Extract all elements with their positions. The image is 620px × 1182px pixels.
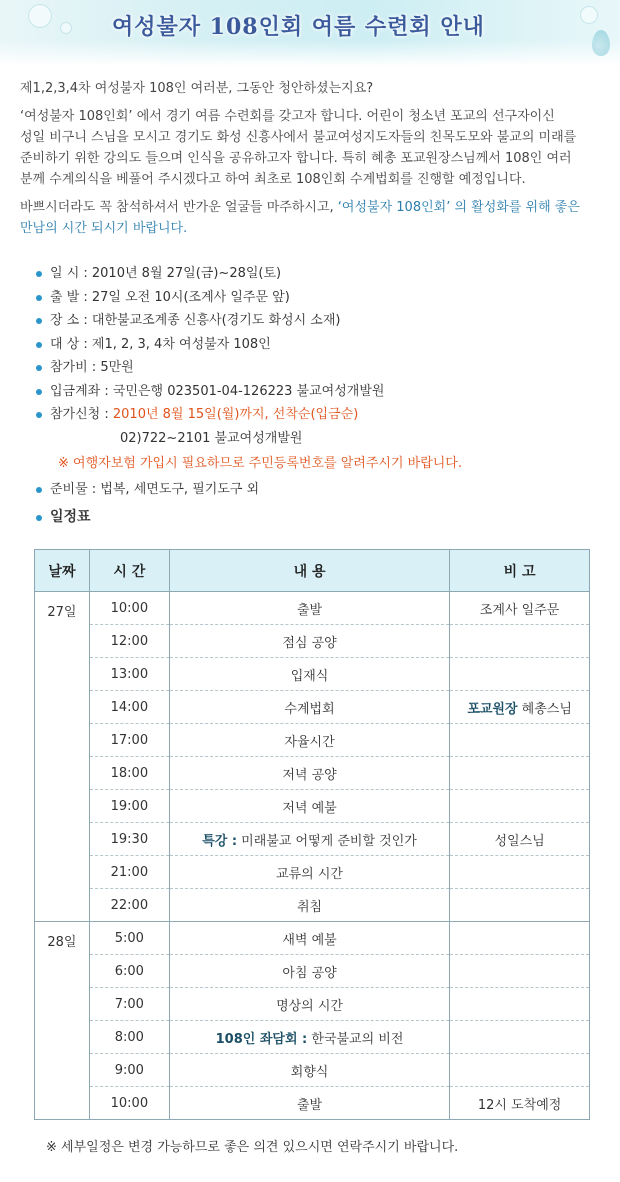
content-bold: 108인 좌담회 : xyxy=(215,1031,308,1047)
banner-wave-decoration xyxy=(0,40,620,66)
bullet-icon xyxy=(36,271,42,277)
info-text: 입금계좌 : 국민은행 023501-04-126223 불교여성개발원 xyxy=(50,383,385,399)
intro-paragraph xyxy=(20,106,605,190)
bullet-icon xyxy=(36,412,42,418)
note-cell xyxy=(450,790,590,823)
table-row xyxy=(35,1087,590,1120)
bullet-icon xyxy=(36,365,42,371)
schedule-heading xyxy=(36,506,606,530)
table-row xyxy=(35,790,590,823)
content-text: 점심 공양 xyxy=(282,635,337,651)
header-time: 시 간 xyxy=(89,550,169,592)
info-date xyxy=(36,262,606,286)
bullet-icon xyxy=(36,318,42,324)
intro-greeting: 제1,2,3,4차 여성불자 108인 여러분, 그동안 청안하셨는지요? xyxy=(20,81,374,96)
info-text: 장 소 : 대한불교조계종 신흥사(경기도 화성시 소재) xyxy=(50,313,341,328)
apply-deadline: 2010년 8월 15일(월)까지, 선착순(입금순) xyxy=(112,407,359,422)
info-text: 참가신청 : xyxy=(50,407,109,422)
table-row xyxy=(35,691,590,724)
table-row xyxy=(35,955,590,988)
info-prep xyxy=(36,478,606,502)
content-cell xyxy=(169,724,449,757)
date-cell: 28일 xyxy=(35,922,90,1120)
note-text: 성일스님 xyxy=(494,833,545,849)
table-row xyxy=(35,592,590,625)
intro-highlight: 만남의 시간 되시기 바랍니다. xyxy=(20,221,188,236)
table-row xyxy=(35,856,590,889)
content-cell xyxy=(169,889,449,922)
info-apply-phone xyxy=(36,427,606,451)
content-cell xyxy=(169,922,449,955)
insurance-note: ※ 여행자보험 가입시 필요하므로 주민등록번호를 알려주시기 바랍니다. xyxy=(58,456,463,471)
content-bold: 특강 : xyxy=(202,833,238,849)
page-title: 여성불자 108인회 여름 수련회 안내 xyxy=(112,14,485,40)
intro-line: 바쁘시더라도 꼭 참석하셔서 반가운 얼굴들 마주하시고, xyxy=(20,200,334,215)
bubble-decoration xyxy=(28,4,52,28)
info-departure xyxy=(36,286,606,310)
intro-highlight: ‘여성불자 108인회’ 의 활성화를 위해 좋은 xyxy=(337,200,580,215)
schedule-table xyxy=(34,549,590,1120)
table-row xyxy=(35,757,590,790)
info-place xyxy=(36,309,606,333)
note-text: 조계사 일주문 xyxy=(479,602,560,618)
table-row xyxy=(35,625,590,658)
content-cell xyxy=(169,691,449,724)
table-row xyxy=(35,889,590,922)
content-text: 입재식 xyxy=(290,668,329,684)
intro-line: 성일 비구니 스님을 모시고 경기도 화성 신흥사에서 불교여성지도자들의 친목도모와 불교의 미래를 xyxy=(20,130,577,145)
content-text: 저녁 공양 xyxy=(282,767,337,783)
time-cell: 14:00 xyxy=(89,691,169,724)
schedule-header-row xyxy=(35,550,590,592)
header-date: 날짜 xyxy=(35,550,90,592)
content-text: 저녁 예불 xyxy=(282,800,337,816)
time-cell: 22:00 xyxy=(89,889,169,922)
note-cell xyxy=(450,625,590,658)
bullet-icon xyxy=(36,342,42,348)
time-cell: 12:00 xyxy=(89,625,169,658)
info-apply xyxy=(36,403,606,427)
intro-line: 분께 수계의식을 베풀어 주시겠다고 하여 최초로 108인회 수계법회를 진행할 예정입니다. xyxy=(20,172,526,187)
time-cell: 10:00 xyxy=(89,1087,169,1120)
time-cell: 17:00 xyxy=(89,724,169,757)
intro-closing xyxy=(20,197,605,239)
water-drop-icon xyxy=(592,30,610,56)
table-row xyxy=(35,658,590,691)
bullet-icon xyxy=(36,295,42,301)
time-cell: 19:30 xyxy=(89,823,169,856)
note-text: 혜총스님 xyxy=(517,701,572,717)
time-cell: 10:00 xyxy=(89,592,169,625)
content-text: 출발 xyxy=(296,1097,323,1113)
time-cell: 21:00 xyxy=(89,856,169,889)
note-cell xyxy=(450,922,590,955)
note-cell xyxy=(450,1021,590,1054)
info-text: 대 상 : 제1, 2, 3, 4차 여성불자 108인 xyxy=(50,336,271,352)
bullet-icon xyxy=(36,389,42,395)
header-content: 내 용 xyxy=(169,550,449,592)
content-cell xyxy=(169,1087,449,1120)
content-cell xyxy=(169,592,449,625)
table-row xyxy=(35,922,590,955)
note-cell xyxy=(450,889,590,922)
intro-line: 준비하기 위한 강의도 들으며 인식을 공유하고자 합니다. 특히 혜총 포교원장스님께서 108인 여러 xyxy=(20,151,572,166)
content-cell xyxy=(169,1054,449,1087)
content-cell xyxy=(169,790,449,823)
content-text: 아침 공양 xyxy=(282,965,337,981)
note-cell xyxy=(450,856,590,889)
note-bold: 포교원장 xyxy=(467,701,518,717)
note-cell xyxy=(450,724,590,757)
content-text: 수계법회 xyxy=(284,701,335,717)
time-cell: 6:00 xyxy=(89,955,169,988)
time-cell: 8:00 xyxy=(89,1021,169,1054)
bubble-decoration xyxy=(60,22,72,34)
table-row xyxy=(35,988,590,1021)
info-target xyxy=(36,333,606,357)
date-cell: 27일 xyxy=(35,592,90,922)
content-text: 회향식 xyxy=(290,1064,329,1080)
content-cell xyxy=(169,823,449,856)
note-cell xyxy=(450,658,590,691)
intro-text xyxy=(20,78,605,246)
content-text: 미래불교 어떻게 준비할 것인가 xyxy=(237,833,417,849)
content-cell xyxy=(169,625,449,658)
info-fee xyxy=(36,356,606,380)
header-banner xyxy=(0,0,620,66)
schedule-title: 일정표 xyxy=(50,508,91,525)
content-cell xyxy=(169,856,449,889)
content-cell xyxy=(169,988,449,1021)
table-row xyxy=(35,823,590,856)
info-text: 출 발 : 27일 오전 10시(조계사 일주문 앞) xyxy=(50,289,290,305)
content-text: 자율시간 xyxy=(284,734,335,750)
table-row xyxy=(35,724,590,757)
content-text: 취침 xyxy=(296,899,323,915)
table-row xyxy=(35,1054,590,1087)
content-text: 교류의 시간 xyxy=(276,866,343,882)
info-text: 일 시 : 2010년 8월 27일(금)~28일(토) xyxy=(50,266,282,281)
time-cell: 9:00 xyxy=(89,1054,169,1087)
time-cell: 18:00 xyxy=(89,757,169,790)
content-text: 새벽 예불 xyxy=(282,932,337,948)
note-cell xyxy=(450,1087,590,1120)
content-cell xyxy=(169,658,449,691)
info-text: 02)722~2101 불교여성개발원 xyxy=(120,430,303,446)
content-text: 출발 xyxy=(296,602,323,618)
footer-note: ※ 세부일정은 변경 가능하므로 좋은 의견 있으시면 연락주시기 바랍니다. xyxy=(46,1140,459,1155)
info-account xyxy=(36,380,606,404)
bullet-icon xyxy=(36,515,42,521)
info-text: 참가비 : 5만원 xyxy=(50,360,134,375)
note-cell xyxy=(450,757,590,790)
header-note: 비 고 xyxy=(450,550,590,592)
bubble-decoration xyxy=(580,6,598,24)
intro-line: ‘여성불자 108인회’ 에서 경기 여름 수련회를 갖고자 합니다. 어린이 청소년 포교의 선구자이신 xyxy=(20,109,555,124)
table-row xyxy=(35,1021,590,1054)
time-cell: 7:00 xyxy=(89,988,169,1021)
time-cell: 19:00 xyxy=(89,790,169,823)
content-cell xyxy=(169,757,449,790)
time-cell: 5:00 xyxy=(89,922,169,955)
note-cell xyxy=(450,691,590,724)
event-info-list xyxy=(36,262,606,529)
content-cell xyxy=(169,955,449,988)
note-cell xyxy=(450,1054,590,1087)
content-text: 한국불교의 비전 xyxy=(307,1031,404,1047)
note-text: 12시 도착예정 xyxy=(477,1097,562,1113)
info-text: 준비물 : 법복, 세면도구, 필기도구 외 xyxy=(50,482,260,497)
note-cell xyxy=(450,988,590,1021)
time-cell: 13:00 xyxy=(89,658,169,691)
note-cell xyxy=(450,823,590,856)
content-cell xyxy=(169,1021,449,1054)
bullet-icon xyxy=(36,487,42,493)
note-cell xyxy=(450,592,590,625)
note-cell xyxy=(450,955,590,988)
content-text: 명상의 시간 xyxy=(276,998,343,1014)
